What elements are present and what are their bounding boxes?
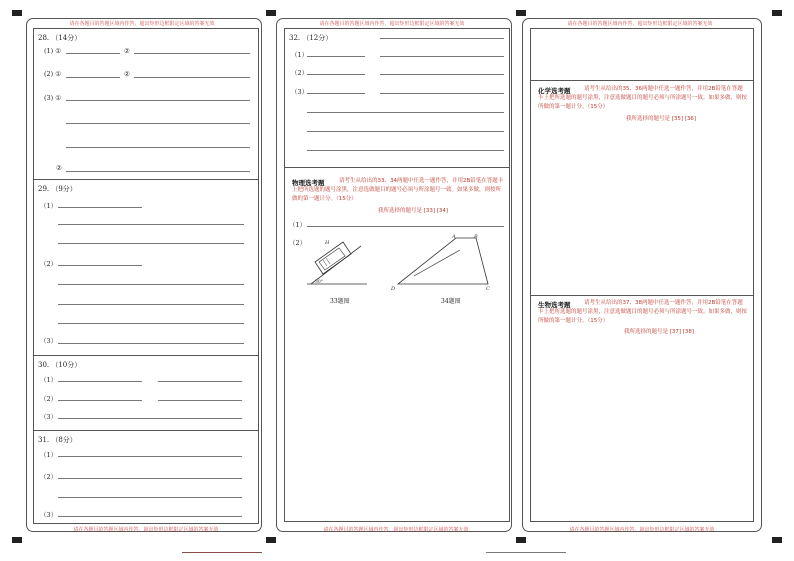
q30-label: （3） <box>40 413 58 421</box>
registration-mark <box>516 10 526 16</box>
biology-choice[interactable]: 我所选择的题号是 [37] [38] <box>624 329 695 335</box>
q30-label: （1） <box>40 376 58 384</box>
q31-label: （3） <box>40 511 58 519</box>
q29-label: （2） <box>40 260 58 268</box>
question-29-title: 29. （9分） <box>38 185 77 193</box>
top-warning: 请在各题目的答题区域内作答，超出矩形边框限定区域的答案无效 <box>319 21 465 27</box>
q29-label: （1） <box>40 202 58 210</box>
answer-line[interactable] <box>58 224 244 225</box>
answer-line[interactable] <box>307 150 504 151</box>
fig34-a-label: A <box>452 234 456 240</box>
registration-mark <box>266 537 276 543</box>
answer-line[interactable] <box>66 171 250 172</box>
registration-mark <box>772 10 782 16</box>
physics-label: （2） <box>289 239 307 247</box>
q28-label: (1) ① <box>44 47 62 55</box>
figure-34-caption: 34题图 <box>441 298 461 305</box>
physics-elective-title: 物理选考题 <box>292 179 325 187</box>
answer-box-1 <box>33 28 259 524</box>
q32-label: （2） <box>291 69 309 77</box>
answer-line[interactable] <box>58 265 142 266</box>
answer-line[interactable] <box>66 123 250 124</box>
fig34-c-label: C <box>486 286 490 290</box>
fig33-h-label: H <box>325 240 330 246</box>
q28-label: (3) ① <box>44 94 62 102</box>
answer-line[interactable] <box>66 147 250 148</box>
section-divider <box>530 80 754 81</box>
registration-mark <box>12 537 22 543</box>
bottom-warning: 请在各题目的答题区域内作答，超出矩形边框限定区域的答案无效 <box>569 527 715 533</box>
footer-bar <box>486 552 566 553</box>
question-30-title: 30. （10分） <box>38 361 82 369</box>
q29-label: （3） <box>40 337 58 345</box>
answer-line[interactable] <box>58 418 242 419</box>
answer-line[interactable] <box>58 497 242 498</box>
answer-line[interactable] <box>134 77 250 78</box>
q31-label: （1） <box>40 451 58 459</box>
answer-line[interactable] <box>380 56 504 57</box>
section-divider <box>284 167 510 168</box>
answer-line[interactable] <box>58 343 244 344</box>
fig34-b-label: B <box>474 234 478 240</box>
answer-line[interactable] <box>307 112 504 113</box>
answer-line[interactable] <box>307 131 504 132</box>
fig33-angle-label: 30° <box>315 280 323 285</box>
answer-line[interactable] <box>307 74 365 75</box>
answer-line[interactable] <box>307 56 365 57</box>
q32-label: （3） <box>291 88 309 96</box>
answer-line[interactable] <box>66 53 120 54</box>
answer-line[interactable] <box>58 456 242 457</box>
bottom-warning: 请在各题目的答题区域内作答，超出矩形边框限定区域的答案无效 <box>73 527 219 533</box>
footer-bar <box>182 552 262 553</box>
q32-label: （1） <box>291 51 309 59</box>
figure-33-incline-diagram <box>305 232 371 292</box>
answer-line[interactable] <box>66 77 120 78</box>
registration-mark <box>772 537 782 543</box>
physics-elective-instructions: 请考生从给出的33、34两题中任选一题作答，并用2B铅笔在答题卡上把所选题的题号涂黑，注意选做题目的题号必须与所涂题号一致。如果多做，则按所做的第一题计分。（15分） <box>292 178 504 202</box>
physics-choice[interactable]: 我所选择的题号是 [33] [34] <box>378 208 449 214</box>
biology-elective-instructions: 请考生从给出的37、38两题中任选一题作答，并用2B铅笔在答题卡上把所选题的题号涂黑，注意选做题目的题号必须与所涂题号一致。如果多做，则按所做的第一题计分。（15分） <box>538 300 748 324</box>
bottom-warning: 请在各题目的答题区域内作答，超出矩形边框限定区域的答案无效 <box>323 527 469 533</box>
answer-line[interactable] <box>58 478 242 479</box>
chemistry-elective-instructions: 请考生从给出的35、36两题中任选一题作答，并用2B铅笔在答题卡上把所选题的题号涂黑，注意选做题目的题号必须与所涂题号一致。如果多做，则按所做的第一题计分。（15分） <box>538 86 748 110</box>
answer-line[interactable] <box>58 381 142 382</box>
q31-label: （2） <box>40 473 58 481</box>
q28-label: ② <box>124 47 130 55</box>
fig34-d-label: D <box>391 286 396 290</box>
top-warning: 请在各题目的答题区域内作答，超出矩形边框限定区域的答案无效 <box>567 21 713 27</box>
answer-line[interactable] <box>58 243 244 244</box>
question-28-title: 28. （14分） <box>38 34 82 42</box>
answer-line[interactable] <box>380 74 504 75</box>
answer-line[interactable] <box>307 226 504 227</box>
registration-mark <box>266 10 276 16</box>
answer-line[interactable] <box>58 516 242 517</box>
answer-line[interactable] <box>307 93 365 94</box>
chemistry-elective-title: 化学选考题 <box>538 87 571 95</box>
answer-line[interactable] <box>158 400 242 401</box>
physics-label: （1） <box>289 221 307 229</box>
answer-line[interactable] <box>58 323 244 324</box>
chemistry-choice[interactable]: 我所选择的题号是 [35] [36] <box>626 116 697 122</box>
answer-line[interactable] <box>58 207 142 208</box>
answer-line[interactable] <box>158 381 242 382</box>
question-32-title: 32. （12分） <box>289 34 333 42</box>
answer-line[interactable] <box>58 284 244 285</box>
answer-line[interactable] <box>66 100 250 101</box>
section-divider <box>33 179 259 180</box>
answer-line[interactable] <box>58 400 142 401</box>
section-divider <box>33 355 259 356</box>
figure-34-trapezoid-diagram <box>388 232 492 290</box>
q30-label: （2） <box>40 395 58 403</box>
registration-mark <box>12 10 22 16</box>
answer-line[interactable] <box>58 304 244 305</box>
answer-line[interactable] <box>380 38 504 39</box>
question-31-title: 31. （8分） <box>38 436 77 444</box>
figure-33-caption: 33题图 <box>330 298 350 305</box>
top-warning: 请在各题目的答题区域内作答，超出矩形边框限定区域的答案无效 <box>69 21 215 27</box>
answer-line[interactable] <box>380 93 504 94</box>
q28-label: (2) ① <box>44 70 62 78</box>
q28-label: ② <box>124 70 130 78</box>
q28-label: ② <box>56 164 62 172</box>
answer-line[interactable] <box>134 53 250 54</box>
registration-mark <box>516 537 526 543</box>
section-divider <box>530 295 754 296</box>
section-divider <box>33 430 259 431</box>
biology-elective-title: 生物选考题 <box>538 301 571 309</box>
